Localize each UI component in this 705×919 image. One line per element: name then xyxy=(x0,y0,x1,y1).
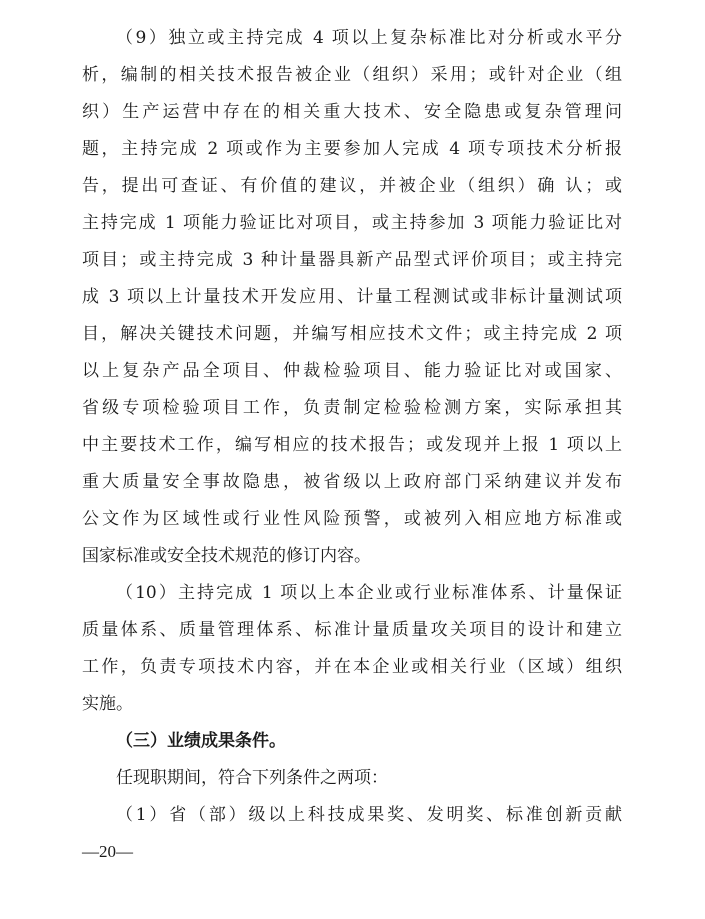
section-heading xyxy=(82,723,622,760)
text-line: 目，解决关键技术问题，并编写相应技术文件；或主持完成 2 项 xyxy=(82,324,622,344)
text-line: 国家标准或安全技术规范的修订内容。 xyxy=(82,546,371,566)
text-line: 工作，负责专项技术内容，并在本企业或相关行业（区域）组织 xyxy=(82,657,622,677)
text-line: 织）生产运营中存在的相关重大技术、安全隐患或复杂管理问 xyxy=(82,102,622,122)
section-heading-text: （三）业绩成果条件。 xyxy=(116,731,286,751)
paragraph-item-10 xyxy=(82,575,622,723)
page-number: —20— xyxy=(82,842,133,861)
text-line: （1）省（部）级以上科技成果奖、发明奖、标准创新贡献 xyxy=(116,805,622,825)
paragraph-item-9 xyxy=(82,20,622,575)
text-line: 重大质量安全事故隐患，被省级以上政府部门采纳建议并发布 xyxy=(82,472,622,492)
text-line: 析，编制的相关技术报告被企业（组织）采用；或针对企业（组 xyxy=(82,65,622,85)
text-line: 项目；或主持完成 3 种计量器具新产品型式评价项目；或主持完 xyxy=(82,250,622,270)
text-line: 中主要技术工作，编写相应的技术报告；或发现并上报 1 项以上 xyxy=(82,435,622,455)
document-body xyxy=(82,20,622,834)
text-line: 质量体系、质量管理体系、标准计量质量攻关项目的设计和建立 xyxy=(82,620,622,640)
text-line: 任现职期间，符合下列条件之两项： xyxy=(116,768,388,788)
text-line: 实施。 xyxy=(82,694,133,714)
text-line: 省级专项检验项目工作，负责制定检验检测方案，实际承担其 xyxy=(82,398,622,418)
text-line: 告，提出可查证、有价值的建议，并被企业（组织）确 认；或 xyxy=(82,176,622,196)
paragraph-item-1 xyxy=(82,797,622,834)
text-line: 成 3 项以上计量技术开发应用、计量工程测试或非标计量测试项 xyxy=(82,287,622,307)
text-line: 题，主持完成 2 项或作为主要参加人完成 4 项专项技术分析报 xyxy=(82,139,622,159)
text-line: 公文作为区域性或行业性风险预警，或被列入相应地方标准或 xyxy=(82,509,622,529)
paragraph-section-intro xyxy=(82,760,622,797)
text-line: 以上复杂产品全项目、仲裁检验项目、能力验证比对或国家、 xyxy=(82,361,622,381)
text-line: （9）独立或主持完成 4 项以上复杂标准比对分析或水平分 xyxy=(116,28,622,48)
text-line: （10）主持完成 1 项以上本企业或行业标准体系、计量保证 xyxy=(116,583,622,603)
text-line: 主持完成 1 项能力验证比对项目，或主持参加 3 项能力验证比对 xyxy=(82,213,622,233)
